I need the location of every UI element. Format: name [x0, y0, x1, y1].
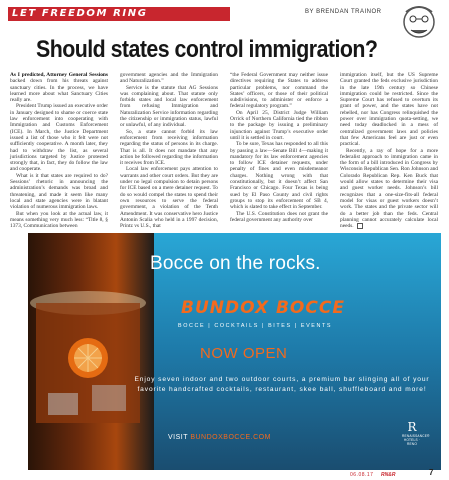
ad-visit-link[interactable]: VISIT BUNDOXBOCCE.COM — [168, 434, 271, 441]
article-lead-in: As I predicted, Attorney General Sessions — [10, 72, 108, 78]
advertisement[interactable] — [28, 233, 441, 470]
renaissance-logo-sub: HOTELS · RENO — [403, 438, 421, 446]
article-paragraph: What is it that states are required to do? Sessions’ rhetoric in announcing the administration’s demands was broad and threatening, and made it seem like many local and state agencies were in blatant violation of numerous immigration laws. — [10, 172, 108, 211]
author-caricature-icon — [400, 2, 438, 40]
article-paragraph: President Trump issued an executive order in January designed to shame or coerce state law enforcement into cooperating with Immigration and Customs Enforcement (ICE). In March, the Justice Department issued a list of those who it felt were not sufficiently cooperative. A month later, they had to withdraw the list, as several jurisdictions targeted by Justice protested strongly that, in fact, they do follow the law and cooperate. — [10, 103, 108, 173]
ad-url[interactable]: BUNDOXBOCCE.COM — [190, 434, 271, 441]
footer-date: 06.08.17 — [350, 472, 374, 478]
ad-brand-logo: BUNDOX BOCCE — [181, 298, 345, 318]
article-column-1 — [10, 72, 108, 229]
ad-tagline: Bocce on the rocks. — [150, 253, 321, 274]
article-paragraph: Local law enforcement pays attention to warrants and other court orders. But they are under no legal compulsion to detain persons for ICE based on a mere detainer request. To do so would compel the states to spend their own resources to serve the federal government, a violation of the Tenth Amendment. It was conservative hero Justice Antonin Scalia who held in a 1997 decision, Printz vs U.S., that — [120, 166, 218, 230]
article-paragraph: government agencies and the Immigration and Naturalization.” — [120, 72, 218, 85]
article-column-3 — [230, 72, 328, 223]
article-paragraph: Service is the statute that AG Sessions was complaining about. That statute only forbids states and local law enforcement from refusing Immigration and Naturalization Service information regarding the citizenship or immigration status, lawful or unlawful, of any individual. — [120, 84, 218, 129]
column-banner — [8, 7, 230, 21]
cocktail-glass-icon — [28, 263, 148, 463]
renaissance-logo — [402, 420, 430, 451]
article-paragraph: The U.S. Constitution does not grant the federal government any authority over — [230, 210, 328, 223]
article-paragraph: immigration itself, but the US Supreme Court granted the feds exclusive jurisdiction in the late 19th century so Chinese immigration could be restricted. Since the Supreme Court has refused to overturn its grant of power, and the states have not rebelled, nor has Congress relinquished the power over immigration quota-setting, we need today deadlocked in a mess of centralized government laws and policies that few Americans feel are just or even practical. — [340, 72, 438, 148]
article-paragraph: To be sure, Texas has responded to all this by passing a law—Senate Bill 4—making it mandatory for its law enforcement agencies to follow ICE detainer requests, under penalty of fines and even misdemeanor charges. Nothing wrong with that constitutionally, but it doesn’t affect San Francisco or Chicago. Four Texas is being sued by El Paso County and civil rights groups to stop its enforcement of SB 4, which is slated to take effect in September. — [230, 141, 328, 211]
article-paragraph: So, a state cannot forbid its law enforcement from receiving information regarding the status of persons in its charge. That is all. It does not mandate that any action be followed regarding the information it receives from ICE. — [120, 128, 218, 167]
article-paragraph: Recently, a ray of hope for a more federalist approach to immigration came in the form of a bill introduced in Congress by Wisconsin Republican Sen. Ron Johnson and Colorado Republican Rep. Ken Buck that would allow states to determine their visa and guest worker needs. Johnson’s bill recognizes that a one-size-fits-all federal model for visas or guest workers doesn’t work. The states and the private sector will do a better job than the feds. Central planning cannot accurately calculate local needs. — [340, 147, 438, 230]
article-paragraph: “the Federal Government may neither issue directives requiring the States to address particular problems, nor command the States’ officers, or those of their political subdivisions, to administer or enforce a federal regulatory program.” — [230, 72, 328, 110]
footer-publication: RN&R — [381, 472, 396, 478]
ad-subbrand: BOCCE | COCKTAILS | BITES | EVENTS — [178, 323, 333, 329]
page-title: Should states control immigration? — [36, 36, 378, 63]
article-paragraph: But when you look at the actual law, it means something very much less: “Title 8, § 1373, Communication between — [10, 210, 108, 230]
article-paragraph: As I predicted, Attorney General Sessions backed down from his threats against sanctuary cities. In the process, we have learned more about what Sanctuary Cities really are. — [10, 72, 108, 104]
page-number: 7 — [429, 468, 434, 477]
byline: BY BRENDAN TRAINOR — [305, 9, 382, 15]
article-column-2 — [120, 72, 218, 229]
article-column-4 — [340, 72, 438, 230]
ad-now-open: NOW OPEN — [200, 345, 288, 362]
article-paragraph: On April 25, District Judge William Orrick of Northern California tied the ribbon to the package by issuing a preliminary injunction against Trump’s executive order until it is settled in court. — [230, 109, 328, 141]
renaissance-logo-name: RENAISSANCE® — [402, 434, 430, 438]
ad-description: Enjoy seven indoor and two outdoor courts, a premium bar slinging all of your favorite handcrafted cocktails, restaurant, skee ball, shuffleboard and more! — [134, 376, 430, 393]
renaissance-logo-letter: R — [407, 420, 417, 434]
article-body — [10, 72, 440, 230]
column-banner-title: LET FREEDOM RING — [12, 8, 148, 19]
end-of-story-icon — [357, 223, 363, 229]
